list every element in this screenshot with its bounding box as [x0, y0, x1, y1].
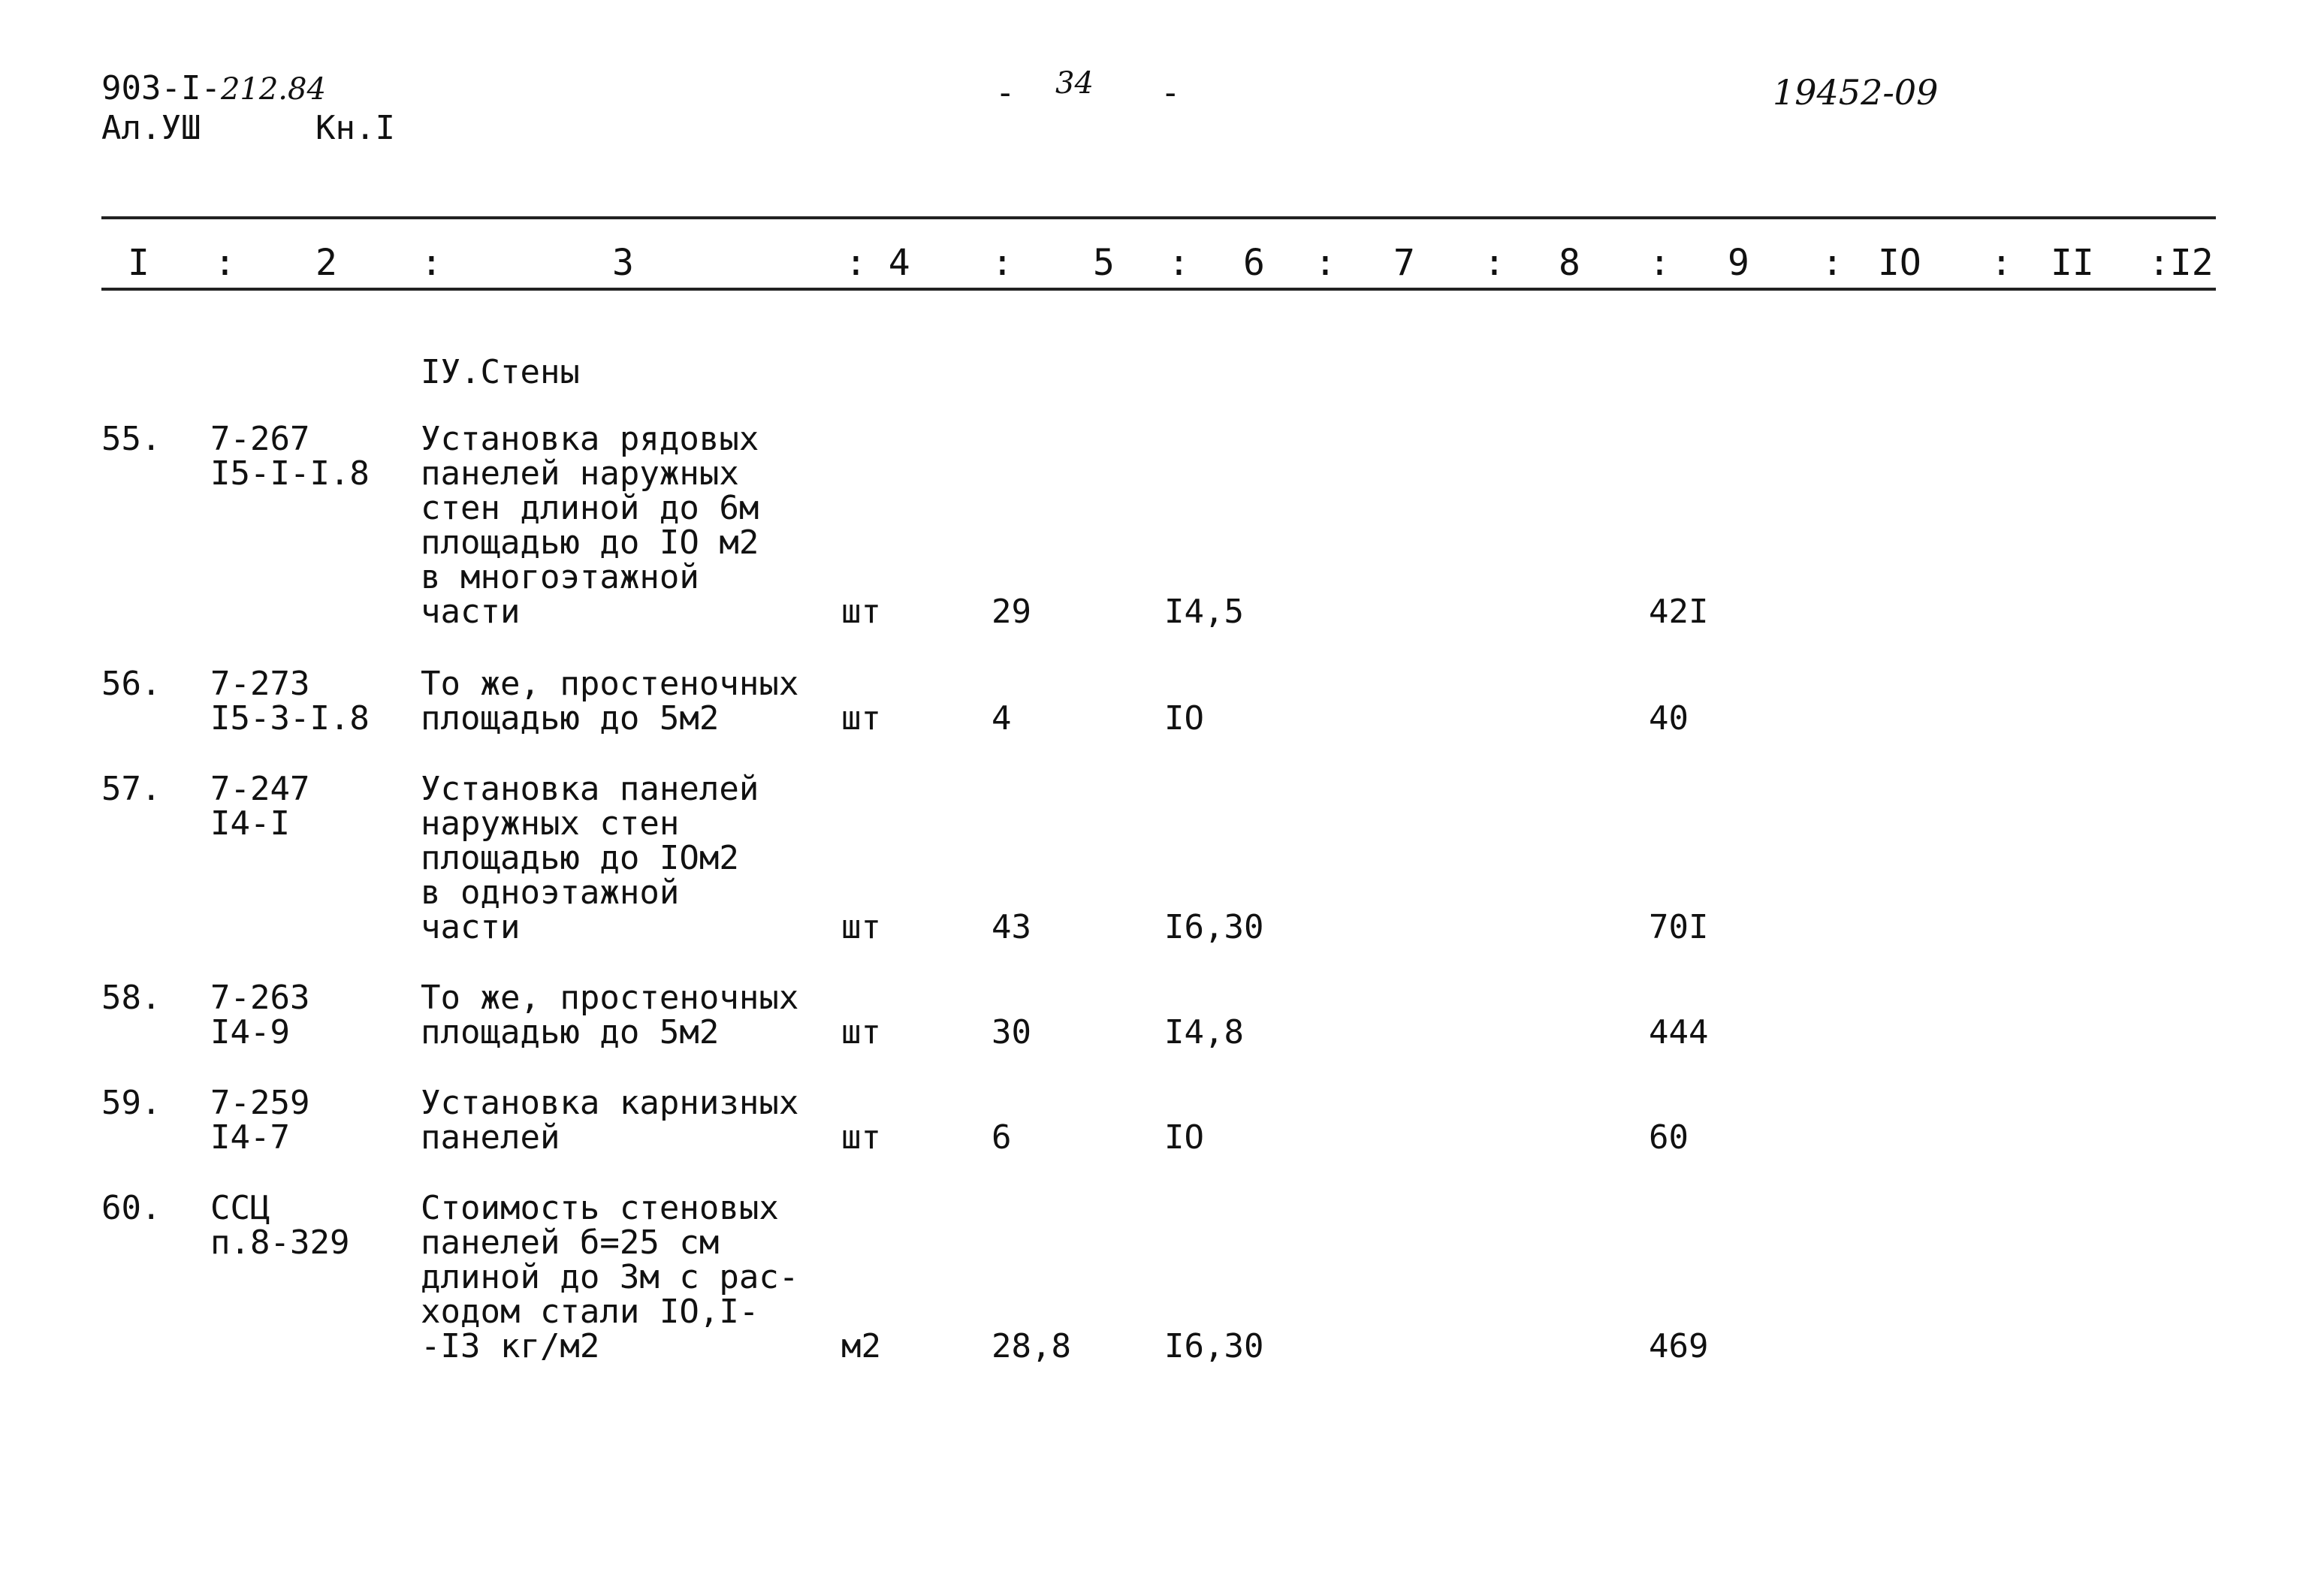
col-header-4: : 4	[845, 242, 910, 284]
row-number: 60.	[101, 1189, 161, 1227]
col-sep: :	[421, 242, 442, 284]
row-code: 7-247 I4-I	[210, 770, 310, 843]
col-header-8: 8	[1559, 242, 1580, 284]
header-top-rule	[101, 216, 2216, 219]
col-header-10: IO	[1878, 242, 1921, 284]
row-quantity: 6	[992, 1118, 1012, 1157]
row-total: 469	[1649, 1327, 1709, 1365]
page-dash-left: -	[995, 74, 1016, 112]
col-sep: :	[1168, 242, 1190, 284]
row-unit: шт	[841, 1013, 881, 1051]
row-quantity: 29	[992, 593, 1031, 631]
col-header-6: 6	[1243, 242, 1265, 284]
section-title: IУ.Стены	[421, 353, 580, 391]
book-label: Кн.I	[315, 109, 395, 147]
row-quantity: 43	[992, 908, 1031, 946]
row-unit-price: I4,5	[1164, 593, 1244, 631]
row-description: Установка панелей наружных стен площадью до IOм2 в одноэтажной части	[421, 770, 759, 946]
row-number: 59.	[101, 1084, 161, 1122]
row-description: Установка карнизных панелей	[421, 1084, 799, 1157]
row-code: 7-259 I4-7	[210, 1084, 310, 1157]
row-code: 7-263 I4-9	[210, 979, 310, 1051]
row-number: 55.	[101, 420, 161, 458]
row-total: 42I	[1649, 593, 1709, 631]
doc-code	[101, 69, 326, 107]
col-header-3: 3	[612, 242, 634, 284]
doc-code-prefix: 903-I-	[101, 69, 221, 107]
col-header-2: 2	[315, 242, 337, 284]
row-unit: шт	[841, 593, 881, 631]
row-description: Стоимость стеновых панелей б=25 см длиной до 3м с рас- ходом стали IO,I- -I3 кг/м2	[421, 1189, 799, 1365]
row-total: 60	[1649, 1118, 1689, 1157]
row-quantity: 30	[992, 1013, 1031, 1051]
col-sep: :	[1991, 242, 2012, 284]
col-sep: :	[992, 242, 1013, 284]
col-sep: :	[1484, 242, 1505, 284]
col-sep: :	[1822, 242, 1843, 284]
col-header-11: II	[2051, 242, 2094, 284]
row-unit: м2	[841, 1327, 881, 1365]
row-description: Установка рядовых панелей наружных стен длиной до 6м площадью до IO м2 в многоэтажной части	[421, 420, 759, 631]
row-unit-price: I4,8	[1164, 1013, 1244, 1051]
page-dash-right: -	[1161, 74, 1181, 112]
row-number: 57.	[101, 770, 161, 808]
page-number: 34	[1055, 66, 1094, 101]
col-header-1: I	[128, 242, 149, 284]
row-total: 70I	[1649, 908, 1709, 946]
row-number: 58.	[101, 979, 161, 1017]
row-unit: шт	[841, 908, 881, 946]
col-header-9: 9	[1728, 242, 1749, 284]
header-bottom-rule	[101, 288, 2216, 291]
row-unit: шт	[841, 699, 881, 738]
doc-code-handwritten: 212.84	[220, 72, 326, 107]
row-total: 444	[1649, 1013, 1709, 1051]
row-code: 7-273 I5-3-I.8	[210, 665, 370, 738]
row-total: 40	[1649, 699, 1689, 738]
row-code: ССЦ п.8-329	[210, 1189, 350, 1262]
col-header-5: 5	[1093, 242, 1115, 284]
row-unit-price: I6,30	[1164, 1327, 1264, 1365]
registration-number: 19452-09	[1773, 72, 1939, 113]
row-description: То же, простеночных площадью до 5м2	[421, 665, 799, 738]
row-quantity: 4	[992, 699, 1012, 738]
row-unit-price: IO	[1164, 1118, 1204, 1157]
row-unit-price: IO	[1164, 699, 1204, 738]
row-unit-price: I6,30	[1164, 908, 1264, 946]
row-description: То же, простеночных площадью до 5м2	[421, 979, 799, 1051]
col-sep: :	[1314, 242, 1336, 284]
col-header-12: :I2	[2148, 242, 2214, 284]
album-label: Ал.УШ	[101, 109, 201, 147]
row-code: 7-267 I5-I-I.8	[210, 420, 370, 493]
row-number: 56.	[101, 665, 161, 703]
row-quantity: 28,8	[992, 1327, 1071, 1365]
col-sep: :	[214, 242, 236, 284]
col-sep: :	[1649, 242, 1671, 284]
row-unit: шт	[841, 1118, 881, 1157]
col-header-7: 7	[1393, 242, 1415, 284]
